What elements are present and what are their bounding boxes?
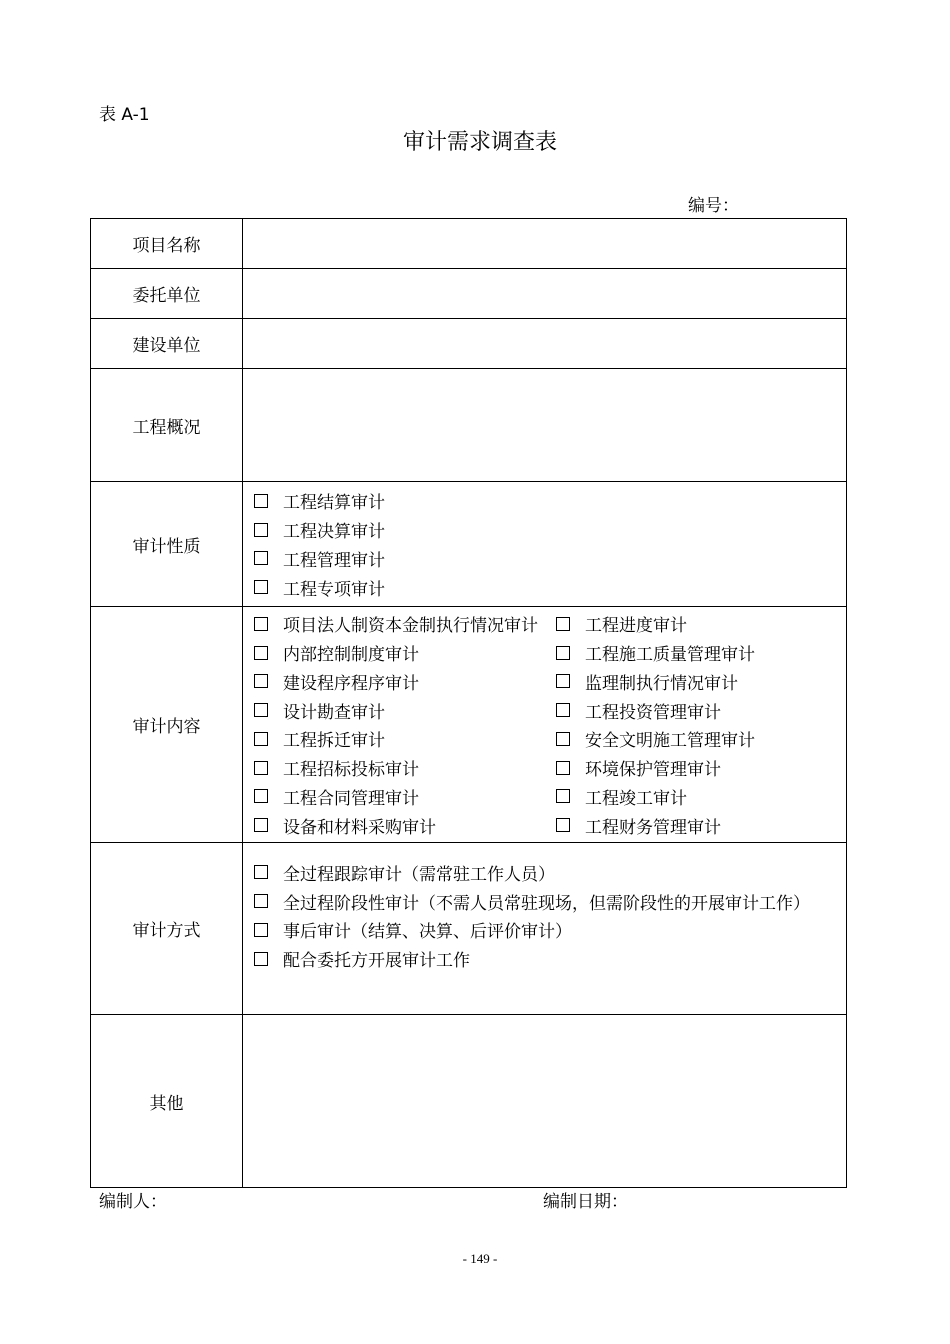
checkbox-icon[interactable] (556, 732, 570, 746)
project-name-label: 项目名称 (91, 219, 243, 269)
checkbox-icon[interactable] (556, 818, 570, 832)
checkbox-option[interactable]: 工程专项审计 (254, 573, 846, 602)
row-construction-unit (91, 319, 847, 369)
audit-nature-label: 审计性质 (91, 482, 243, 607)
checkbox-icon[interactable] (254, 551, 268, 565)
checkbox-option[interactable]: 内部控制制度审计 (254, 638, 556, 667)
serial-number-label: 编号： (688, 196, 739, 216)
checkbox-option[interactable]: 工程投资管理审计 (556, 696, 755, 725)
checkbox-icon[interactable] (254, 865, 268, 879)
audit-method-options (243, 843, 847, 1015)
audit-content-label: 审计内容 (91, 607, 243, 843)
row-audit-content (91, 607, 847, 843)
checkbox-option[interactable]: 工程结算审计 (254, 486, 846, 515)
checkbox-icon[interactable] (254, 732, 268, 746)
page-number: - 149 - (462, 1251, 498, 1266)
checkbox-option[interactable]: 安全文明施工管理审计 (556, 725, 755, 754)
checkbox-icon[interactable] (254, 580, 268, 594)
checkbox-icon[interactable] (254, 818, 268, 832)
checkbox-icon[interactable] (556, 646, 570, 660)
row-overview (91, 369, 847, 482)
checkbox-icon[interactable] (254, 761, 268, 775)
checkbox-option[interactable]: 设备和材料采购审计 (254, 811, 556, 840)
checkbox-option[interactable]: 工程拆迁审计 (254, 725, 556, 754)
checkbox-option[interactable]: 全过程跟踪审计（需常驻工作人员） (254, 858, 846, 887)
checkbox-option[interactable]: 工程招标投标审计 (254, 753, 556, 782)
checkbox-option[interactable]: 工程施工质量管理审计 (556, 638, 755, 667)
checkbox-option[interactable]: 全过程阶段性审计（不需人员常驻现场，但需阶段性的开展审计工作） (254, 887, 846, 916)
client-unit-field[interactable] (243, 269, 847, 319)
checkbox-icon[interactable] (556, 617, 570, 631)
checkbox-option[interactable]: 监理制执行情况审计 (556, 667, 755, 696)
checkbox-option[interactable]: 设计勘查审计 (254, 696, 556, 725)
checkbox-option[interactable]: 工程进度审计 (556, 609, 755, 638)
client-unit-label: 委托单位 (91, 269, 243, 319)
audit-survey-form (90, 218, 847, 1188)
content-options-left (254, 609, 556, 839)
checkbox-icon[interactable] (556, 789, 570, 803)
content-options-right (556, 609, 755, 839)
row-audit-method (91, 843, 847, 1015)
checkbox-option[interactable]: 工程管理审计 (254, 544, 846, 573)
overview-label: 工程概况 (91, 369, 243, 482)
overview-field[interactable] (243, 369, 847, 482)
compile-date-label: 编制日期： (543, 1192, 628, 1212)
checkbox-icon[interactable] (556, 703, 570, 717)
checkbox-icon[interactable] (254, 617, 268, 631)
checkbox-icon[interactable] (254, 523, 268, 537)
checkbox-icon[interactable] (254, 646, 268, 660)
checkbox-option[interactable]: 工程财务管理审计 (556, 811, 755, 840)
other-field[interactable] (243, 1015, 847, 1188)
checkbox-icon[interactable] (254, 923, 268, 937)
checkbox-icon[interactable] (254, 789, 268, 803)
construction-unit-field[interactable] (243, 319, 847, 369)
other-label: 其他 (91, 1015, 243, 1188)
row-project-name (91, 219, 847, 269)
checkbox-option[interactable]: 事后审计（结算、决算、后评价审计） (254, 916, 846, 945)
table-label: 表 A-1 (99, 105, 150, 125)
row-other (91, 1015, 847, 1188)
checkbox-icon[interactable] (556, 761, 570, 775)
project-name-field[interactable] (243, 219, 847, 269)
checkbox-option[interactable]: 项目法人制资本金制执行情况审计 (254, 609, 556, 638)
checkbox-option[interactable]: 环境保护管理审计 (556, 753, 755, 782)
checkbox-option[interactable]: 工程竣工审计 (556, 782, 755, 811)
audit-nature-options (243, 482, 847, 607)
checkbox-icon[interactable] (254, 703, 268, 717)
checkbox-icon[interactable] (254, 952, 268, 966)
checkbox-icon[interactable] (254, 894, 268, 908)
checkbox-icon[interactable] (556, 674, 570, 688)
checkbox-icon[interactable] (254, 674, 268, 688)
construction-unit-label: 建设单位 (91, 319, 243, 369)
row-client-unit (91, 269, 847, 319)
audit-content-options (243, 607, 847, 843)
checkbox-icon[interactable] (254, 494, 268, 508)
page-title: 审计需求调查表 (402, 130, 557, 155)
compiler-label: 编制人： (99, 1192, 167, 1212)
audit-method-label: 审计方式 (91, 843, 243, 1015)
checkbox-option[interactable]: 建设程序程序审计 (254, 667, 556, 696)
row-audit-nature (91, 482, 847, 607)
checkbox-option[interactable]: 工程决算审计 (254, 515, 846, 544)
checkbox-option[interactable]: 配合委托方开展审计工作 (254, 944, 846, 973)
checkbox-option[interactable]: 工程合同管理审计 (254, 782, 556, 811)
